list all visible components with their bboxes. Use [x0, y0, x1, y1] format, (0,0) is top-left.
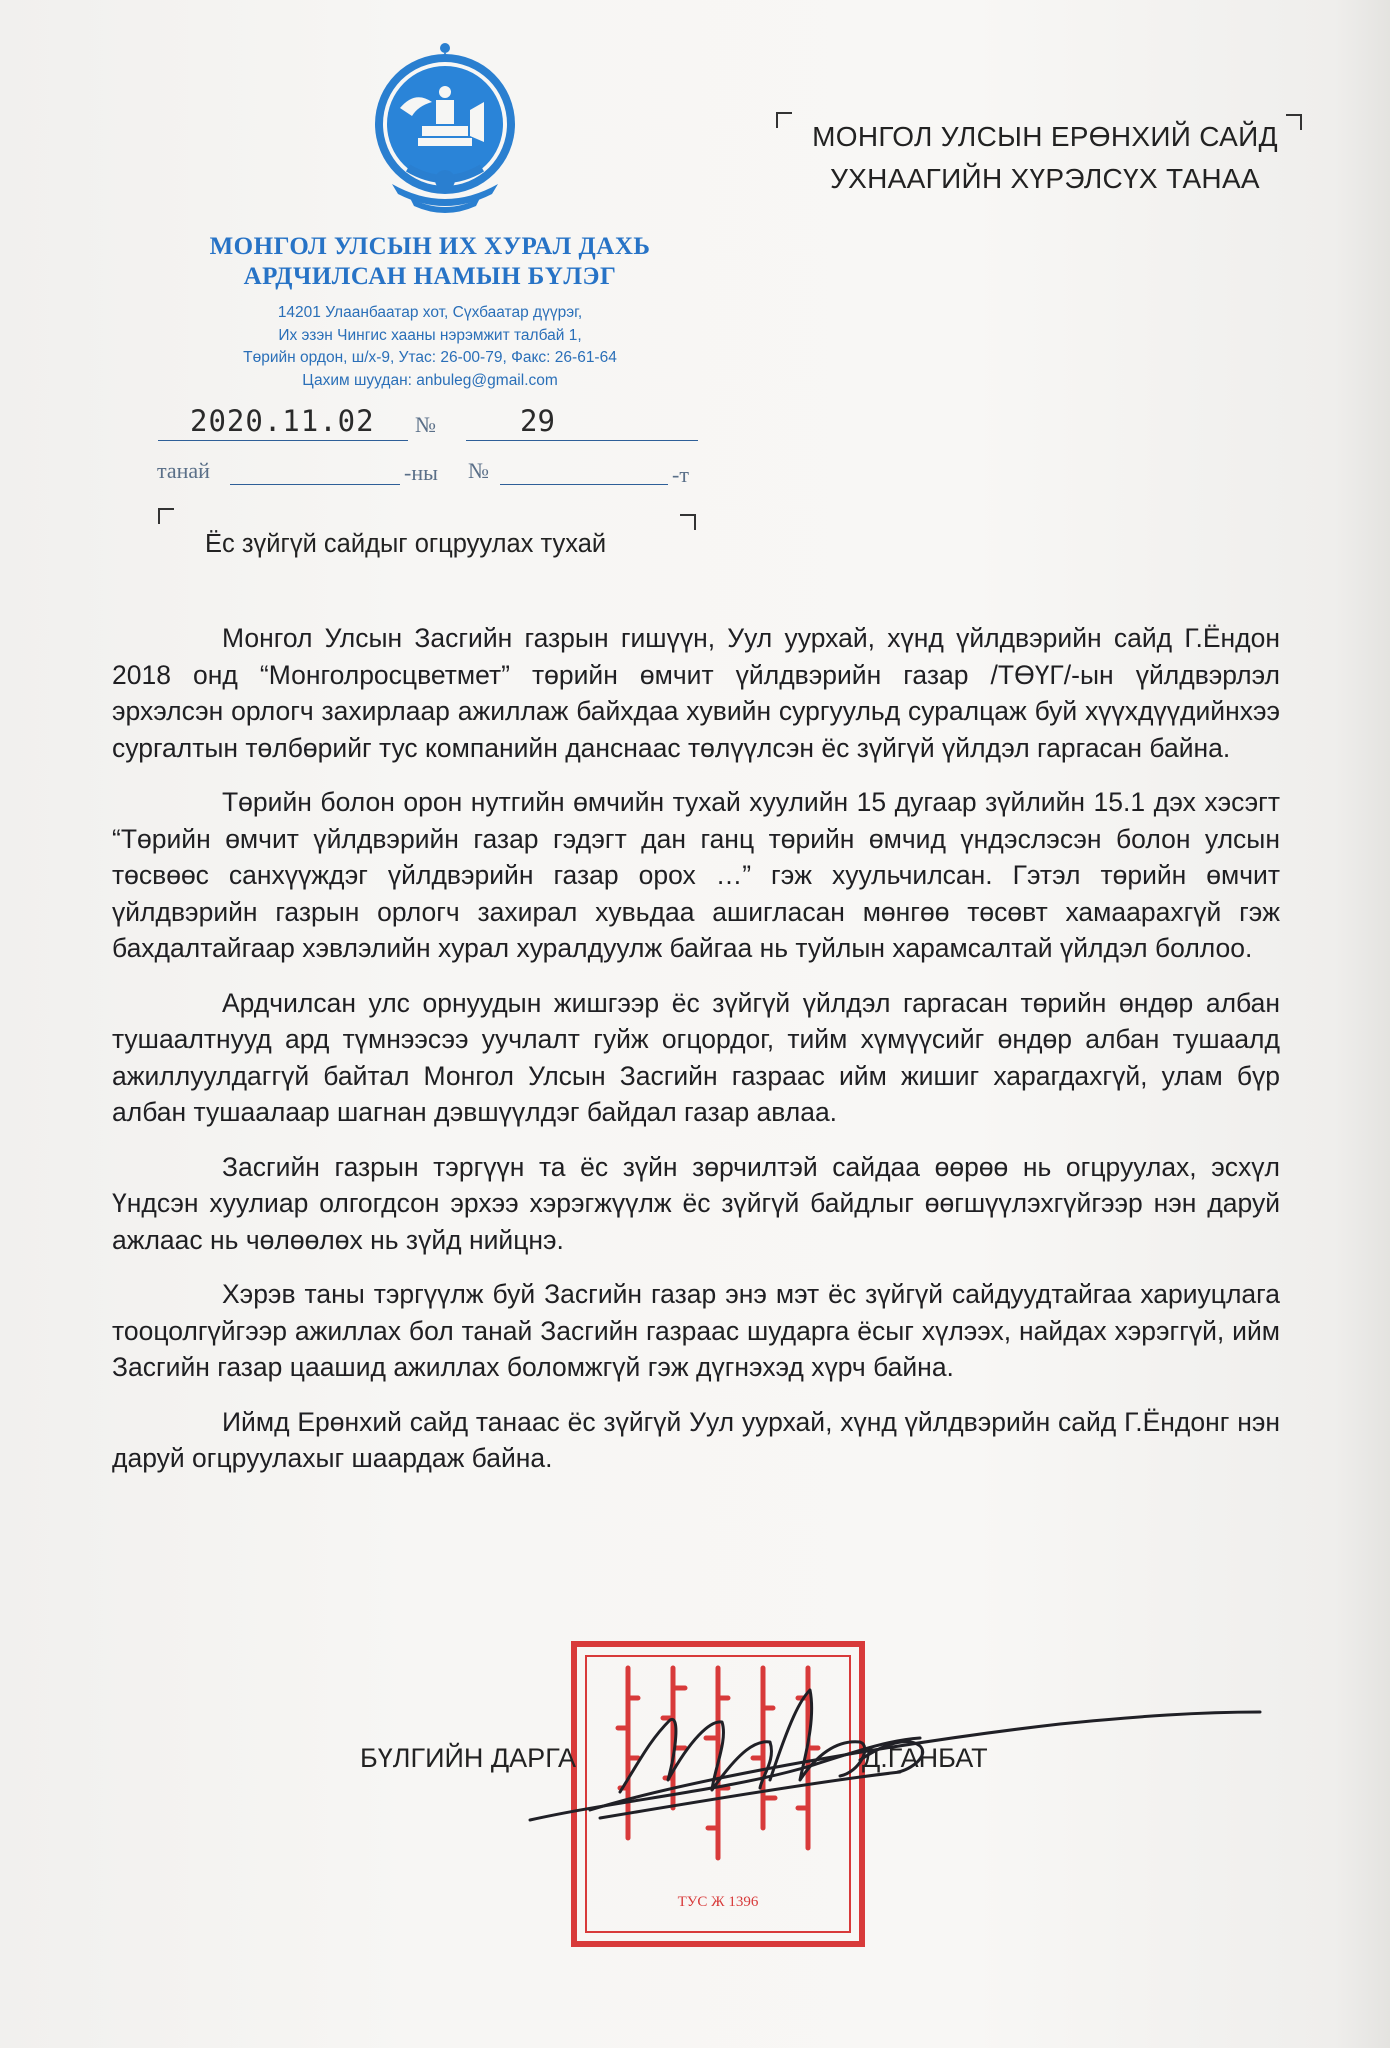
body-paragraph: Хэрэв таны тэргүүлж буй Засгийн газар энэ мэт ёс зүйгүй сайдуудтайгаа хариуцлага тооцолгүйгээр ажиллах бол танай Засгийн газраас шударга ёсыг хүлээх, найдах хэрэггүй, ийм Засгийн газар цаашид ажиллах боломжгүй гэж дүгнэхэд хүрч байна.	[112, 1279, 1280, 1382]
number-label: №	[415, 412, 436, 437]
ref-number-underline	[500, 484, 668, 485]
address-line-3: Төрийн ордон, ш/х-9, Утас: 26-00-79, Факс: 26-61-64	[243, 349, 617, 366]
signatory-name: Д.ГАНБАТ	[862, 1743, 988, 1773]
organization-address	[150, 302, 710, 392]
body-paragraph: Засгийн газрын тэргүүн та ёс зүйн зөрчилтэй сайдаа өөрөө нь огцруулах, эсхүл Үндсэн хуулиар олгогдсон эрхээ хэрэгжүүлж ёс зүйгүй байдлыг өөгшүүлэхгүйгээр нэн даруй ажлаас нь чөлөөлөх нь зүйд нийцнэ.	[112, 1151, 1280, 1255]
recipient	[790, 116, 1300, 200]
letter-subject: Ёс зүйгүй сайдыг огцруулах тухай	[205, 530, 607, 558]
state-emblem-icon	[370, 38, 520, 224]
org-line-2: АРДЧИЛСАН НАМЫН БҮЛЭГ	[243, 263, 617, 290]
ref-label-no: №	[468, 458, 489, 483]
ref-date-underline	[230, 484, 400, 485]
number-underline	[466, 440, 698, 441]
signatory-title: БҮЛГИЙН ДАРГА	[360, 1743, 577, 1773]
letter-date: 2020.11.02	[190, 404, 375, 438]
recipient-line-2: УХНААГИЙН ХҮРЭЛСҮХ ТАНАА	[830, 163, 1260, 194]
ref-label-suffix: -т	[672, 462, 689, 487]
org-line-1: МОНГОЛ УЛСЫН ИХ ХУРАЛ ДАХЬ	[209, 233, 651, 260]
ref-label-prefix: танай	[157, 458, 210, 483]
subject-bracket-right	[680, 514, 696, 530]
address-line-1: 14201 Улаанбаатар хот, Сүхбаатар дүүрэг,	[277, 304, 583, 321]
ref-label-mid: -ны	[404, 460, 438, 485]
date-underline	[158, 440, 408, 441]
recipient-line-1: МОНГОЛ УЛСЫН ЕРӨНХИЙ САЙД	[812, 121, 1278, 152]
body-paragraph: Монгол Улсын Засгийн газрын гишүүн, Уул уурхай, хүнд үйлдвэрийн сайд Г.Ёндон 2018 онд “Монголросцветмет” төрийн өмчит үйлдвэрийн газар /ТӨҮГ/-ын үйлдвэрлэл эрхэлсэн орлогч захирлаар ажиллаж байхдаа хувийн сургуульд суралцаж буй хүүхдүүдийнхээ сургалтын төлбөрийг тус компанийн данснаас төлүүлсэн ёс зүйгүй үйлдэл гаргасан байна.	[112, 623, 1280, 763]
organization-name	[150, 232, 710, 292]
body-paragraph: Төрийн болон орон нутгийн өмчийн тухай хуулийн 15 дугаар зүйлийн 15.1 дэх хэсэгт “Төрийн өмчит үйлдвэрийн газар гэдэгт дан ганц төрийн өмчид үндэслэсэн болон улсын төсвөөс санхүүждэг үйлдвэрийн газар орох …” гэж хуульчилсан. Гэтэл төрийн өмчит үйлдвэрийн газрын орлогч захирал хувьдаа ашигласан мөнгөө төсөвт хамаарахгүй гэж бахдалтайгаар хэвлэлийн хурал хуралдуулж байгаа нь туйлын харамсалтай үйлдэл боллоо.	[112, 787, 1280, 963]
body-paragraph: Иймд Ерөнхий сайд танаас ёс зүйгүй Уул уурхай, хүнд үйлдвэрийн сайд Г.Ёндонг нэн даруй огцруулахыг шаардаж байна.	[112, 1406, 1280, 1473]
letter-body	[112, 620, 1280, 1495]
body-paragraph: Ардчилсан улс орнуудын жишгээр ёс зүйгүй үйлдэл гаргасан төрийн өндөр албан тушаалтнууд ард түмнээсээ уучлалт гуйж огцордог, тийм хүмүүсийг өндөр албан тушаалд ажиллуулдаггүй байтал Монгол Улсын Засгийн газраас ийм жишиг харагдахгүй, улам бүр албан тушаалаар шагнан дэвшүүлдэг байдал газар авлаа.	[112, 987, 1280, 1127]
address-line-4: Цахим шуудан: anbuleg@gmail.com	[302, 371, 558, 389]
letter-number: 29	[520, 404, 555, 438]
stamp-text: ТУС Ж 1396	[677, 1894, 759, 1910]
handwritten-signature	[500, 1680, 1270, 1840]
subject-bracket-left	[158, 508, 174, 524]
address-line-2: Их эзэн Чингис хааны нэрэмжит талбай 1,	[278, 326, 582, 344]
